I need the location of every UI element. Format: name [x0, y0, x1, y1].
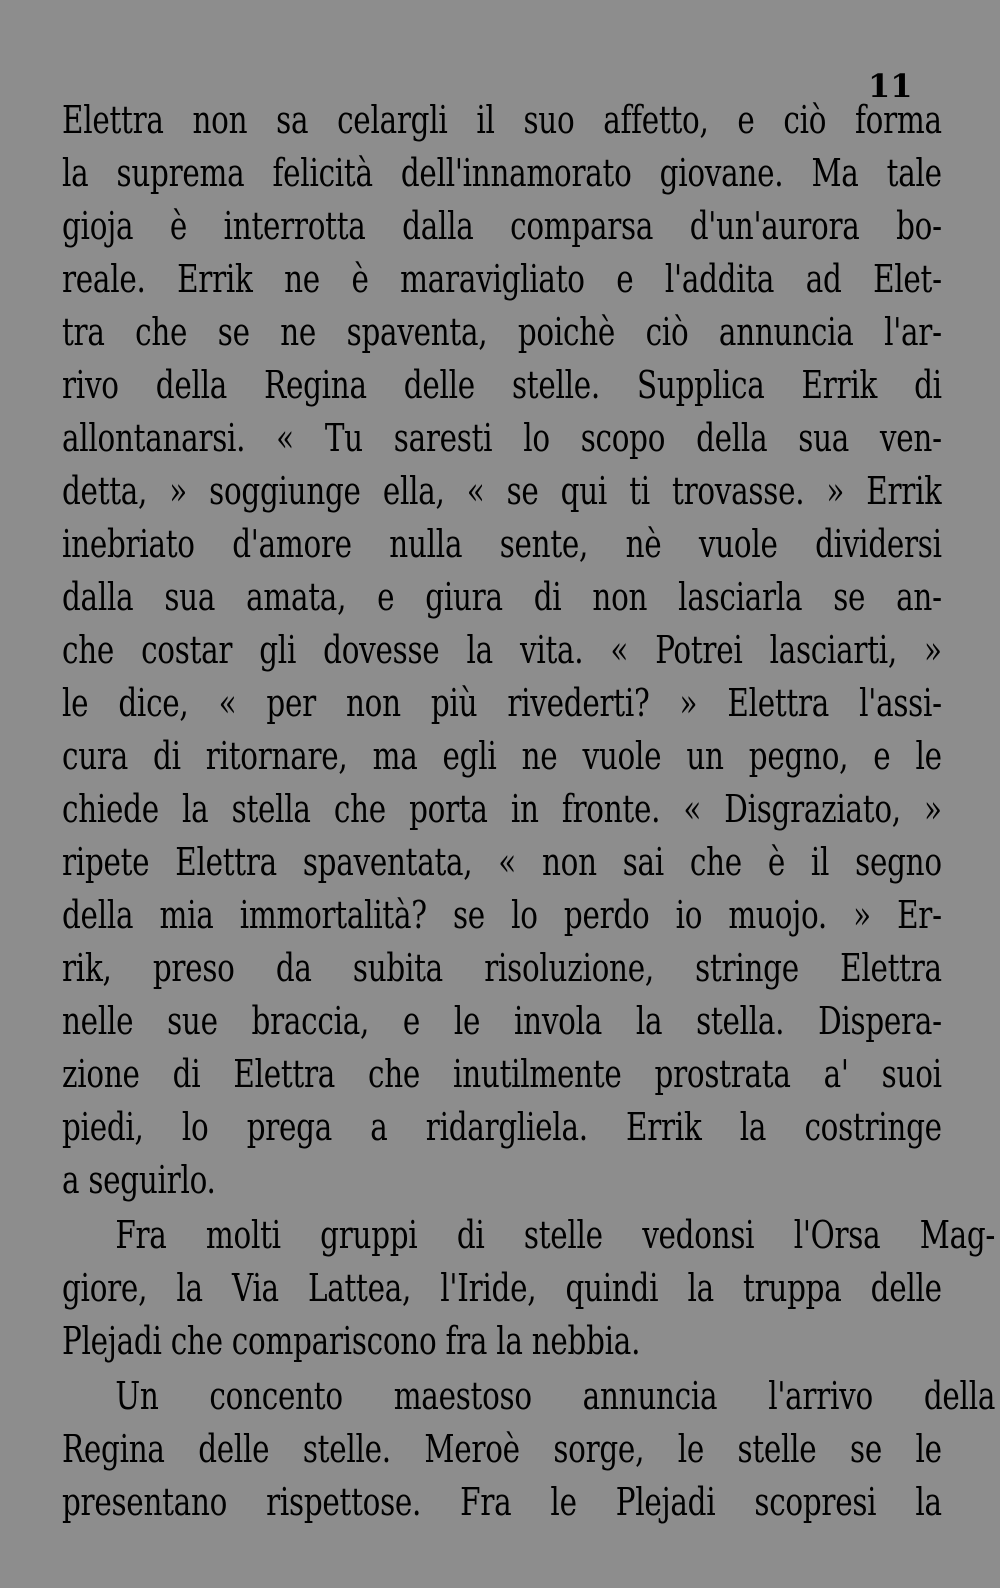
text-line: giore, la Via Lattea, l'Iride, quindi la truppa delle — [62, 1266, 942, 1310]
page-number: 11 — [868, 67, 913, 105]
paragraph-1 — [62, 94, 942, 1207]
text-line: chiede la stella che porta in fronte. « Disgraziato, » — [62, 787, 942, 831]
text-line: della mia immortalità? se lo perdo io muojo. » Er- — [62, 893, 942, 937]
text-line: piedi, lo prega a ridargliela. Errik la costringe — [62, 1105, 942, 1149]
text-line: dalla sua amata, e giura di non lasciarla se an- — [62, 575, 942, 619]
text-line: tra che se ne spaventa, poichè ciò annuncia l'ar- — [62, 310, 942, 354]
text-line: Plejadi che compariscono fra la nebbia. — [62, 1319, 641, 1363]
text-line: Elettra non sa celargli il suo affetto, e ciò forma — [62, 98, 942, 142]
paragraph-2 — [62, 1209, 996, 1368]
text-line: Un concento maestoso annuncia l'arrivo della — [115, 1374, 996, 1418]
text-line: allontanarsi. « Tu saresti lo scopo della sua ven- — [62, 416, 942, 460]
text-line: gioja è interrotta dalla comparsa d'un'aurora bo- — [62, 204, 942, 248]
text-line: ripete Elettra spaventata, « non sai che è il segno — [62, 840, 942, 884]
text-line: presentano rispettose. Fra le Plejadi scopresi la — [62, 1480, 942, 1524]
text-line: Fra molti gruppi di stelle vedonsi l'Orsa Mag- — [115, 1213, 996, 1257]
text-line: rivo della Regina delle stelle. Supplica Errik di — [62, 363, 942, 407]
body-text — [62, 94, 996, 1529]
text-line: nelle sue braccia, e le invola la stella. Dispera- — [62, 999, 942, 1043]
text-line: detta, » soggiunge ella, « se qui ti trovasse. » Errik — [62, 469, 942, 513]
text-line: a seguirlo. — [62, 1158, 216, 1202]
text-line: Regina delle stelle. Meroè sorge, le stelle se le — [62, 1427, 942, 1471]
text-line: zione di Elettra che inutilmente prostrata a' suoi — [62, 1052, 942, 1096]
paragraph-3 — [62, 1370, 996, 1529]
text-line: inebriato d'amore nulla sente, nè vuole dividersi — [62, 522, 942, 566]
text-line: le dice, « per non più rivederti? » Elettra l'assi- — [62, 681, 942, 725]
text-line: rik, preso da subita risoluzione, stringe Elettra — [62, 946, 942, 990]
text-line: cura di ritornare, ma egli ne vuole un pegno, e le — [62, 734, 942, 778]
text-line: reale. Errik ne è maravigliato e l'addita ad Elet- — [62, 257, 942, 301]
text-line: la suprema felicità dell'innamorato giovane. Ma tale — [62, 151, 942, 195]
text-line: che costar gli dovesse la vita. « Potrei lasciarti, » — [62, 628, 942, 672]
